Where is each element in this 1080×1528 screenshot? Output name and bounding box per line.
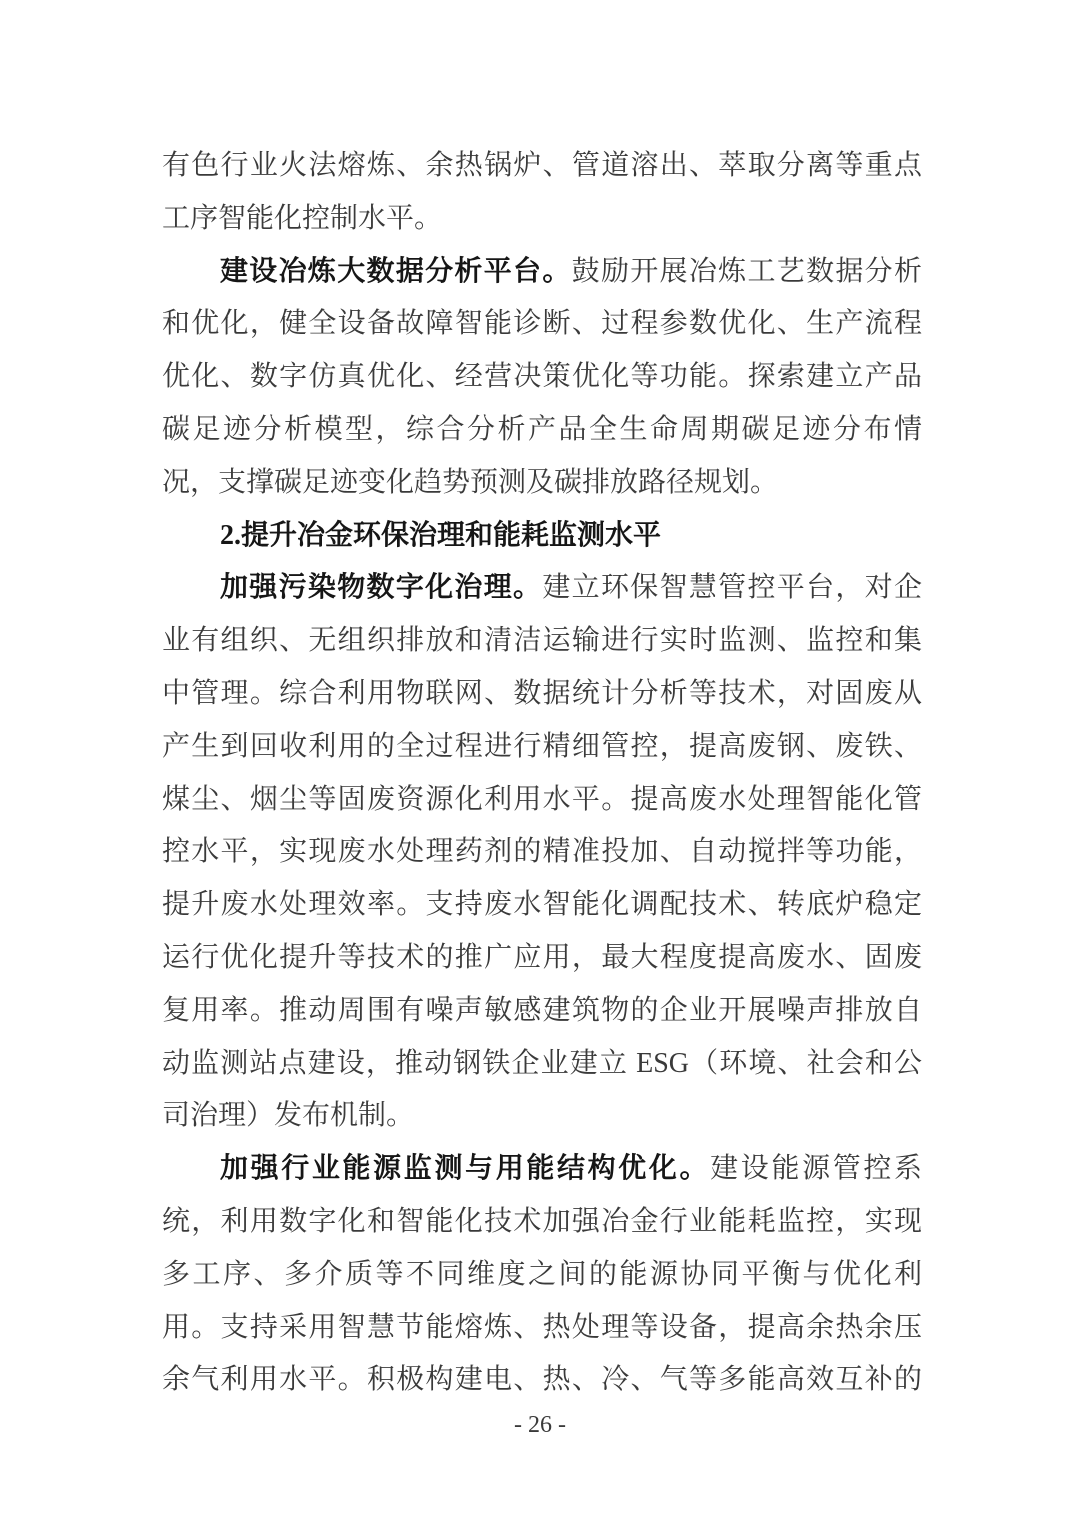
text-run: 复用率。推动周围有噪声敏感建筑物的企业开展噪声排放自 [162,994,922,1026]
text-line [162,457,922,510]
text-run: 鼓励开展冶炼工艺数据分析 [571,255,922,287]
text-line [162,721,922,774]
text-line [162,774,922,827]
text-line [162,140,922,193]
text-run: 司治理）发布机制。 [162,1100,415,1132]
text-line [162,193,922,246]
text-line [162,1143,922,1196]
document-body [162,140,922,1407]
text-line [162,298,922,351]
text-run: 煤尘、烟尘等固废资源化利用水平。提高废水处理智能化管 [162,783,922,815]
bold-text-run: 加强污染物数字化治理。 [220,572,543,604]
bold-text-run: 2.提升冶金环保治理和能耗监测水平 [220,519,662,551]
text-line [162,1038,922,1091]
text-line [162,404,922,457]
page-number: - 26 - [514,1412,566,1438]
text-run: 工序智能化控制水平。 [162,202,443,234]
text-line [162,351,922,404]
text-run: 余气利用水平。积极构建电、热、冷、气等多能高效互补的 [162,1364,922,1396]
text-run: 业有组织、无组织排放和清洁运输进行实时监测、监控和集 [162,625,922,657]
section-heading [162,510,922,563]
text-line [162,1090,922,1143]
text-line [162,1354,922,1407]
text-run: 产生到回收利用的全过程进行精细管控，提高废钢、废铁、 [162,730,922,762]
text-line [162,668,922,721]
bold-text-run: 建设冶炼大数据分析平台。 [220,255,572,287]
text-line [162,1249,922,1302]
text-line [162,1196,922,1249]
bold-text-run: 加强行业能源监测与用能结构优化。 [220,1153,711,1185]
text-run: 控水平，实现废水处理药剂的精准投加、自动搅拌等功能， [162,836,922,868]
text-line [162,826,922,879]
text-line [162,562,922,615]
text-run: 况，支撑碳足迹变化趋势预测及碳排放路径规划。 [162,466,779,498]
text-line [162,615,922,668]
text-run: 运行优化提升等技术的推广应用，最大程度提高废水、固废 [162,941,922,973]
text-run: 多工序、多介质等不同维度之间的能源协同平衡与优化利 [162,1258,922,1290]
text-run: 建立环保智慧管控平台，对企 [542,572,922,604]
text-run: 有色行业火法熔炼、余热锅炉、管道溶出、萃取分离等重点 [162,150,922,181]
text-run: 动监测站点建设，推动钢铁企业建立 ESG（环境、社会和公 [162,1047,922,1079]
text-line [162,985,922,1038]
text-run: 优化、数字仿真优化、经营决策优化等功能。探索建立产品 [162,361,922,393]
text-line [162,1302,922,1355]
text-run: 和优化，健全设备故障智能诊断、过程参数优化、生产流程 [162,308,922,340]
text-run: 建设能源管控系 [710,1153,922,1185]
text-run: 提升废水处理效率。支持废水智能化调配技术、转底炉稳定 [162,889,922,921]
text-run: 用。支持采用智慧节能熔炼、热处理等设备，提高余热余压 [162,1311,922,1343]
text-line [162,879,922,932]
page-footer [0,1402,1080,1448]
text-run: 中管理。综合利用物联网、数据统计分析等技术，对固废从 [162,677,922,709]
text-line [162,246,922,299]
text-line [162,932,922,985]
text-run: 统，利用数字化和智能化技术加强冶金行业能耗监控，实现 [162,1205,922,1237]
text-run: 碳足迹分析模型，综合分析产品全生命周期碳足迹分布情 [162,413,922,445]
